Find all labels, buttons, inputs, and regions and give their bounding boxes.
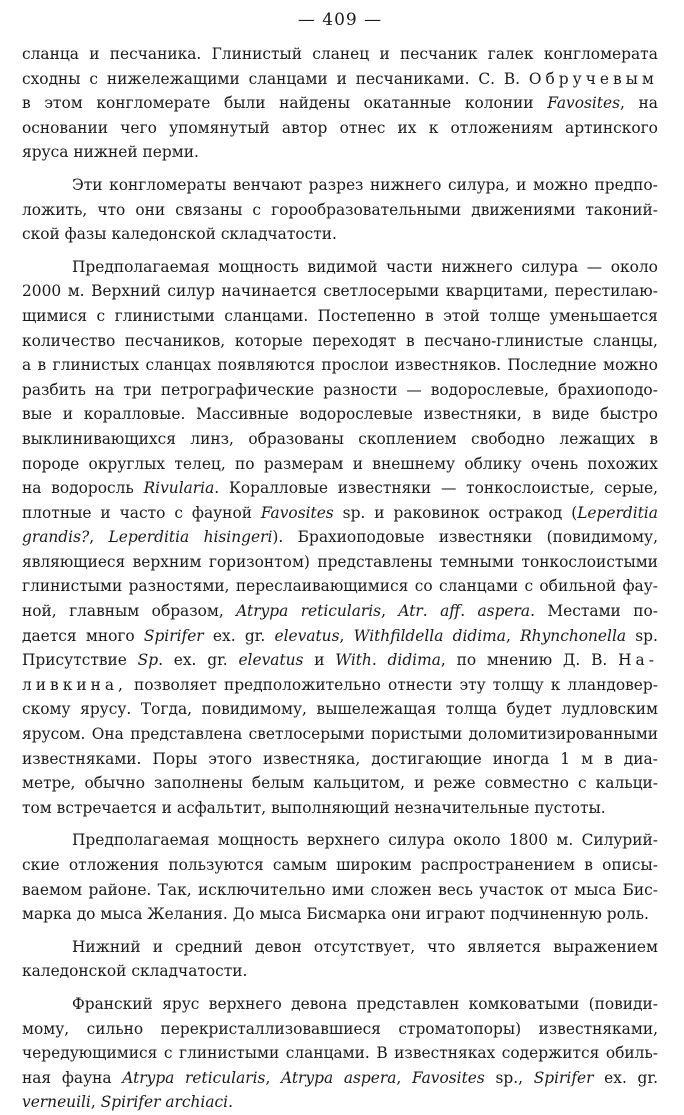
text-line: основании чего упомянутый автор отнес их к отложениям артинского [22,118,658,137]
text-line: чередующимися с глинистыми сланцами. В известняках содержится обиль- [22,1044,658,1063]
text-line: Нижний и средний девон отсутствует, что является выражением [72,937,658,956]
text-line: яруса нижней перми. [22,143,199,162]
text-line: выклинивающихся линз, образованы скоплением свободно лежащих в [22,429,658,448]
text-line: марка до мыса Желания. До мыса Бисмарка они играют подчиненную роль. [22,905,649,924]
text-line: Франский ярус верхнего девона представлен комковатыми (повиди- [72,994,658,1013]
paragraph-gap [22,927,658,935]
text-line: ная фауна Atrypa reticularis, Atrypa aspera, Favosites sp., Spirifer ex. gr. [22,1068,658,1087]
text-line: мому, сильно перекристаллизовавшиеся строматопоры) известняками, [22,1019,658,1038]
text-line: ной, главным образом, Atrypa reticularis, Atr. aff. aspera. Местами по- [22,602,658,621]
text-line: являющиеся верхним горизонтом) представлены темными тонкослоистыми [22,552,658,571]
text-line: разбить на три петрографические разности — водорослевые, брахиоподо- [22,380,658,399]
text-line: 2000 м. Верхний силур начинается светлосерыми кварцитами, перестилаю- [22,282,658,301]
text-line: вые и коралловые. Массивные водорослевые известняки, в виде быстро [22,405,658,424]
paragraph [22,173,658,247]
text-line: сланца и песчаника. Глинистый сланец и песчаник галек конгломерата [22,45,658,63]
text-line: количество песчаников, которые переходят в песчано-глинистые сланцы, [22,331,658,350]
text-line: плотные и часто с фауной Favosites sp. и раковинок остракод (Leperditia [22,503,658,522]
text-line: ливкина, позволяет предположительно отнести эту толщу к лландовер- [22,675,658,694]
text-line: известняками. Поры этого известняка, достигающие иногда 1 м в диа- [22,749,658,768]
text-line: том встречается и асфальтит, выполняющий незначительные пустоты. [22,798,606,817]
text-line: Эти конгломераты венчают разрез нижнего силура, и можно предпо- [72,175,658,194]
text-line: а в глинистых сланцах появляются прослои известняков. Последние можно [22,356,658,375]
text-line: щимися с глинистыми сланцами. Постепенно в этой толще уменьшается [22,306,658,325]
paragraph-gap [22,820,658,828]
text-line: ваемом районе. Так, исключительно ими сложен весь участок от мыса Бис- [22,880,658,899]
text-line: скому ярусу. Тогда, повидимому, вышележащая толща будет лудловским [22,700,658,719]
paragraph [22,255,658,821]
text-line: сходны с нижележащими сланцами и песчаниками. С. В. Обручевым [22,69,658,88]
text-line: Предполагаемая мощность видимой части нижнего силура — около [72,257,658,276]
paragraph-gap [22,984,658,992]
text-line: grandis?, Leperditia hisingeri). Брахиоподовые известняки (повидимому, [22,528,658,547]
text-line: Предполагаемая мощность верхнего силура около 1800 м. Силурий- [72,831,658,850]
text-line: метре, обычно заполнены белым кальцитом, и реже совместно с кальци- [22,774,658,793]
text-line: ярусом. Она представлена светлосерыми пористыми доломитизированными [22,725,658,744]
text-line: дается много Spirifer ex. gr. elevatus, Withfildella didima, Rhynchonella sp. [22,626,658,645]
body-text [22,42,658,1115]
paragraph [22,42,658,165]
text-line: Присутствие Sp. ex. gr. elevatus и With. didima, по мнению Д. В. На- [22,651,658,670]
paragraph-gap [22,165,658,173]
text-line: ской фазы каледонской складчатости. [22,225,337,244]
page-number: — 409 — [297,10,383,30]
text-line: в этом конгломерате были найдены окатанные колонии Favosites, на [22,94,658,113]
text-line: каледонской складчатости. [22,962,248,981]
paragraph [22,992,658,1115]
paragraph [22,935,658,984]
paragraph-gap [22,247,658,255]
text-line: на водоросль Rivularia. Коралловые известняки — тонкослоистые, серые, [22,479,658,498]
text-line: породе округлых телец, по размерам и внешнему облику очень похожих [22,454,658,473]
text-line: глинистыми разностями, переслаивающимися со сланцами с обильной фау- [22,577,658,596]
text-line: verneuili, Spirifer archiaci. [22,1093,233,1112]
text-line: ские отложения пользуются самым широким распространением в описы- [22,856,658,874]
text-line: ложить, что они связаны с горообразовательными движениями таконий- [22,200,658,219]
paragraph [22,828,658,926]
